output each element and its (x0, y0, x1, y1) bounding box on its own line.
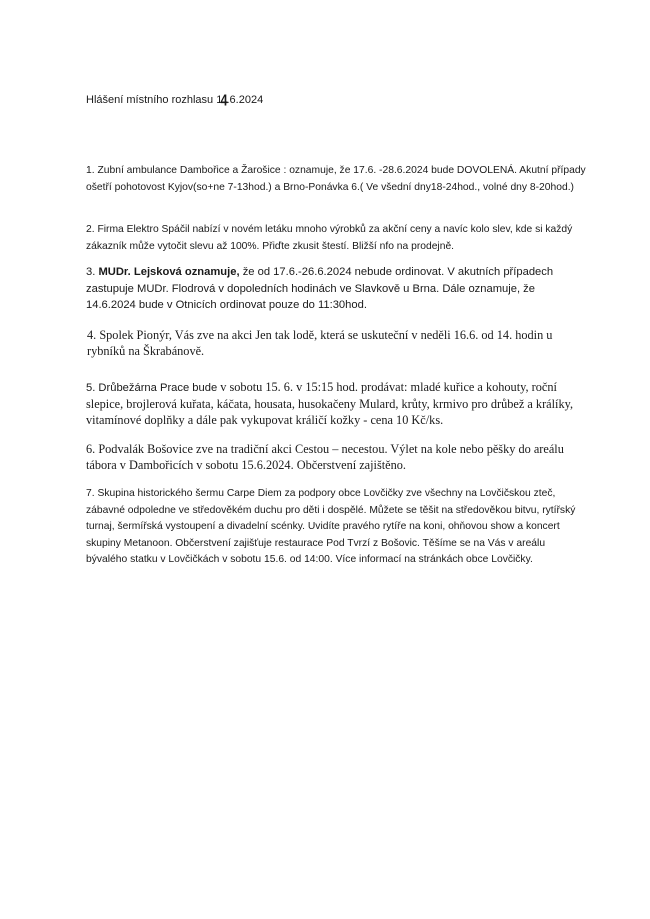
announcement-number: 2. (86, 224, 95, 235)
announcement-number: 7. (86, 488, 95, 499)
page-title (86, 93, 264, 110)
announcement-lead-rest: bude (192, 382, 218, 394)
announcement-text: Spolek Pionýr, Vás zve na akci Jen tak lodě, která se uskuteční v neděli 16.6. od 14. hodin u rybníků na Škrabánově. (87, 328, 553, 359)
title-date-rest: .6.2024 (226, 94, 264, 106)
announcement-text: v sobotu 15. 6. v 15:15 hod. prodávat: mladé kuřice a kohouty, roční slepice, brojlerová kuřata, káčata, housata, husokačeny Mulard, krůty, krmivo pro drůbež a králíky, vitamínové doplňky a dále pak vykupovat králičí kožky - cena 10 Kč/ks. (86, 380, 574, 428)
announcement-1 (86, 163, 586, 196)
announcement-number: 1. (86, 165, 95, 176)
announcement-lead: Drůbežárna Prace (98, 382, 190, 394)
announcement-text: Skupina historického šermu Carpe Diem za podpory obce Lovčičky zve všechny na Lovčičskou zteč, zábavné odpoledne ve středověkém duchu pro děti i dospělé. Můžete se těšit na středověkou bitvu, rytířský turnaj, šermířská vystoupení a divadelní scénky. Uvidíte pravého rytíře na koni, ohňovou show a koncert skupiny Metanoon. Občerstvení zajišťuje restaurace Pod Tvrzí z Bošovic. Těšíme se na Vás v areálu bývalého statku v Lovčičkách v sobotu 15.6. od 14:00. Více informací na stránkách obce Lovčičky. (86, 488, 576, 565)
announcement-text: Zubní ambulance Dambořice a Žarošice : oznamuje, že 17.6. -28.6.2024 bude DOVOLENÁ. Akutní případy ošetří pohotovost Kyjov(so+ne 7-13hod.) a Brno-Ponávka 6.( Ve všední dny18-24hod., volné dny 8-20hod.) (86, 165, 586, 193)
announcement-text: Firma Elektro Spáčil nabízí v novém letáku mnoho výrobků za akční ceny a navíc kolo slev, kde si každý zákazník může vytočit slevu až 100%. Přiďte zkusit štestí. Bližší nfo na prodejně. (86, 224, 573, 252)
announcement-7 (86, 486, 586, 569)
announcement-text: že od 17.6.-26.6.2024 nebude ordinovat. V akutních případech zastupuje MUDr. Flodrová v dopoledních hodinách ve Slavkově u Brna. Dále oznamuje, že 14.6.2024 bude v Otnicích ordinovat pouze do 11:30hod. (86, 266, 554, 311)
announcement-number: 4. (87, 328, 97, 342)
announcement-lead: MUDr. Lejsková oznamuje, (98, 266, 240, 278)
title-text: Hlášení místního rozhlasu 1 (86, 94, 223, 106)
announcement-number: 5. (86, 382, 96, 394)
announcement-number: 3. (86, 266, 96, 278)
announcement-3 (86, 264, 586, 314)
announcement-5 (86, 379, 586, 429)
announcement-text: Podvalák Bošovice zve na tradiční akci Cestou – necestou. Výlet na kole nebo pěšky do areálu tábora v Dambořicích v sobotu 15.6.2024. Občerstvení zajištěno. (86, 442, 564, 473)
announcement-2 (86, 222, 586, 255)
handwritten-date-correction: 4 (220, 93, 228, 110)
announcement-6 (86, 441, 586, 474)
announcement-number: 6. (86, 442, 96, 456)
announcement-4 (87, 327, 587, 360)
